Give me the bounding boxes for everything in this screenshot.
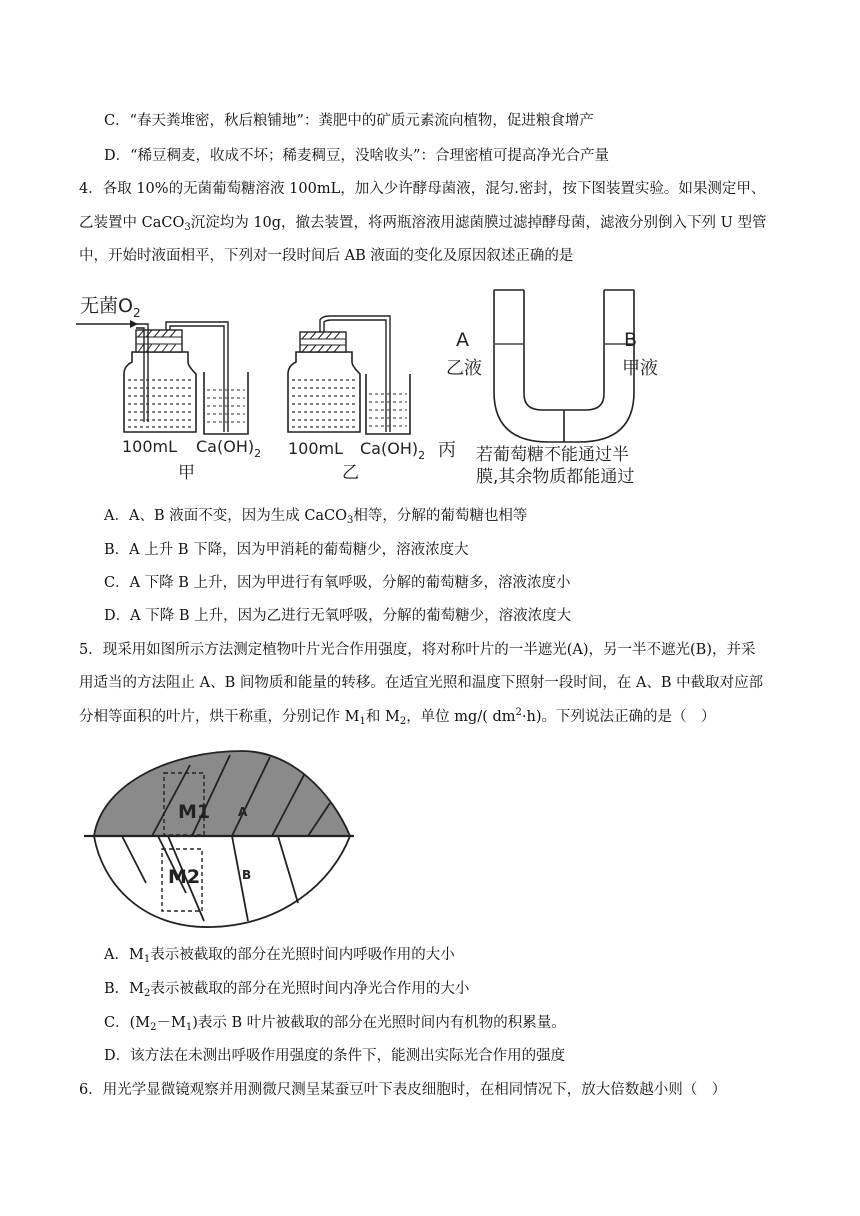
yi-volume-label: 100mL: [288, 439, 344, 458]
jia-caoh-label: $Ca(OH)_2$: [196, 437, 262, 460]
u-label-a: A: [456, 329, 469, 351]
o2-label: 无菌$O_2$: [80, 295, 141, 320]
u-tube: [494, 290, 634, 442]
u-liquid-a: 乙液: [446, 358, 482, 379]
jia-label: 甲: [178, 463, 195, 483]
q5-option-c: C．$(M_2-M_1)$表示 B 叶片被截取的部分在光照时间内有机物的积累量。: [104, 1015, 566, 1033]
q4-stem-line2: 乙装置中 CaCO$_3$沉淀均为 10g，撤去装置，将两瓶溶液用滤菌膜过滤掉酵母菌，滤液分别倒入下列 U 型管: [79, 215, 767, 233]
q3-option-d: D．“稀豆稠麦，收成不坏；稀麦稠豆，没啥收头”：合理密植可提高净光合产量: [104, 148, 609, 164]
jia-volume-label: 100mL: [122, 437, 178, 456]
yi-beaker: [366, 374, 410, 434]
yi-label: 乙: [342, 463, 359, 483]
q4-option-b: B．A 上升 B 下降，因为甲消耗的葡萄糖少，溶液浓度大: [104, 542, 469, 558]
leaf-label-a: A: [238, 805, 248, 819]
q4-apparatus-figure: [74, 282, 674, 492]
q5-stem-line1: 5．现采用如图所示方法测定植物叶片光合作用强度，将对称叶片的一半遮光(A)，另一半不遮光(B)，并采: [79, 642, 756, 658]
leaf-half-a: [94, 751, 350, 836]
q5-leaf-figure: [82, 743, 362, 935]
q5-stem-line3: 分相等面积的叶片，烘干称重，分别记作 $M_1$和 $M_2$，单位 mg/( $dm^2\cdot h$)。下列说法正确的是（ ）: [79, 707, 716, 727]
q5-option-d: D．该方法在未测出呼吸作用强度的条件下，能测出实际光合作用的强度: [104, 1048, 566, 1064]
q4-option-c: C．A 下降 B 上升，因为甲进行有氧呼吸，分解的葡萄糖多，溶液浓度小: [104, 575, 571, 591]
u-liquid-b: 甲液: [622, 358, 658, 379]
leaf-label-b: B: [242, 868, 252, 882]
u-label-b: B: [624, 329, 638, 351]
q5-stem-line2: 用适当的方法阻止 A、B 间物质和能量的转移。在适宜光照和温度下照射一段时间，在 A、B 中截取对应部: [79, 675, 764, 691]
q4-stem-line3: 中，开始时液面相平，下列对一段时间后 AB 液面的变化及原因叙述正确的是: [79, 248, 574, 264]
q6-stem-line1: 6．用光学显微镜观察并用测微尺测呈某蚕豆叶下表皮细胞时，在相同情况下，放大倍数越小则（ ）: [79, 1082, 727, 1098]
jia-bottle: [124, 322, 228, 432]
jia-beaker: [204, 372, 248, 434]
m2-label: M2: [168, 866, 201, 888]
q5-option-a: A．$M_1$表示被截取的部分在光照时间内呼吸作用的大小: [104, 947, 455, 965]
m1-label: M1: [178, 801, 211, 823]
yi-bottle: [288, 316, 390, 432]
u-note-line2: 膜,其余物质都能通过: [476, 467, 635, 487]
u-note-line1: 若葡萄糖不能通过半: [476, 445, 629, 465]
q4-option-d: D．A 下降 B 上升，因为乙进行无氧呼吸，分解的葡萄糖少，溶液浓度大: [104, 608, 572, 624]
bing-label: 丙: [438, 440, 456, 461]
q4-option-a: A．A、B 液面不变，因为生成 CaCO$_3$相等，分解的葡萄糖也相等: [104, 508, 528, 526]
q4-stem-line1: 4．各取 10%的无菌葡萄糖溶液 100mL，加入少许酵母菌液，混匀.密封，按下图装置实验。如果测定甲、: [79, 181, 766, 197]
yi-caoh-label: $Ca(OH)_2$: [360, 439, 426, 462]
q5-option-b: B．$M_2$表示被截取的部分在光照时间内净光合作用的大小: [104, 981, 470, 999]
q3-option-c: C．“春天粪堆密，秋后粮铺地”：粪肥中的矿质元素流向植物，促进粮食增产: [104, 113, 594, 129]
